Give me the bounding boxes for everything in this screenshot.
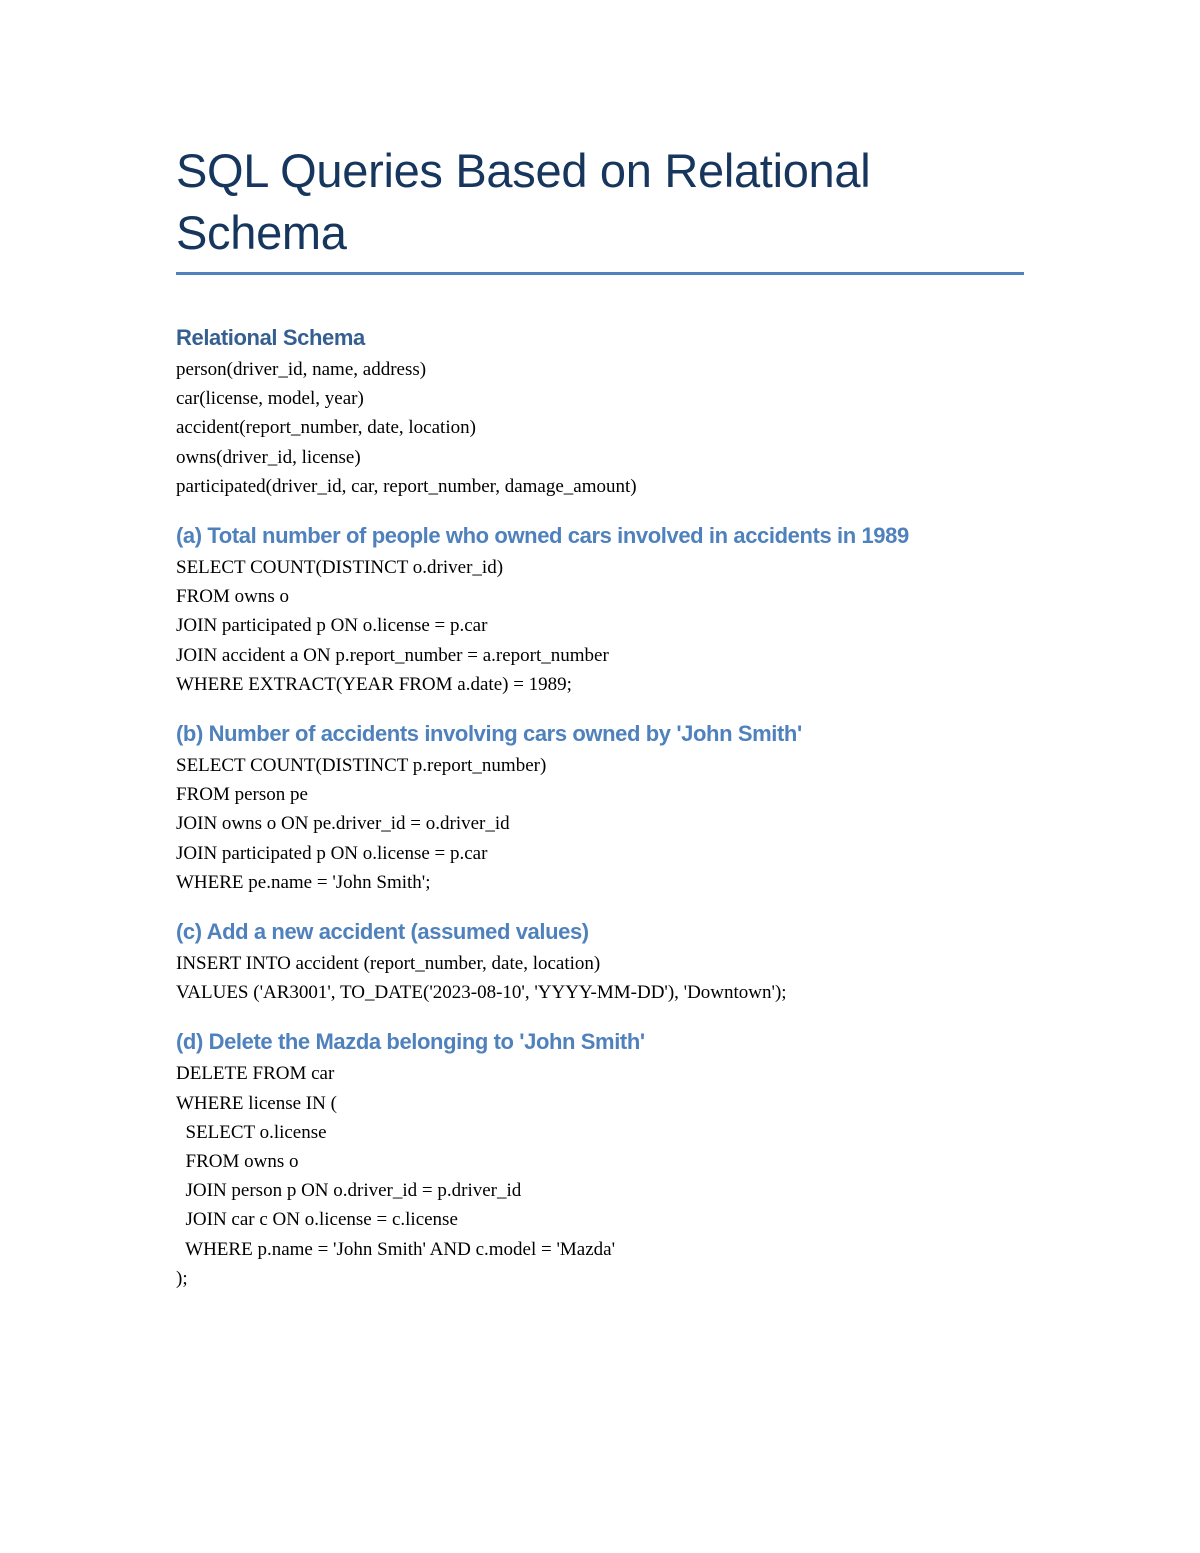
sql-line: SELECT COUNT(DISTINCT p.report_number): [176, 755, 547, 777]
sql-line: FROM owns o: [176, 1151, 299, 1173]
section-query-d: [176, 1027, 1024, 1293]
section-query-b: [176, 719, 1024, 897]
sql-line: JOIN accident a ON p.report_number = a.report_number: [176, 644, 609, 666]
sql-line: JOIN owns o ON pe.driver_id = o.driver_id: [176, 813, 510, 835]
sql-code-block: [176, 949, 1024, 1007]
section-heading: Relational Schema: [176, 325, 365, 350]
sql-line: JOIN participated p ON o.license = p.car: [176, 615, 488, 637]
document-title: SQL Queries Based on Relational Schema: [176, 140, 1024, 275]
section-heading: (b) Number of accidents involving cars owned by 'John Smith': [176, 721, 802, 747]
sql-line: SELECT o.license: [176, 1121, 327, 1143]
sql-line: WHERE EXTRACT(YEAR FROM a.date) = 1989;: [176, 673, 572, 695]
schema-line: participated(driver_id, car, report_number, damage_amount): [176, 475, 637, 497]
sql-line: FROM owns o: [176, 586, 289, 608]
sql-line: INSERT INTO accident (report_number, date, location): [176, 953, 601, 975]
sql-line: WHERE pe.name = 'John Smith';: [176, 871, 431, 893]
section-relational-schema: [176, 323, 1024, 501]
schema-line: person(driver_id, name, address): [176, 359, 427, 380]
sql-code-block: [176, 553, 1024, 699]
sql-line: );: [176, 1267, 188, 1289]
section-query-c: [176, 917, 1024, 1007]
sql-line: JOIN participated p ON o.license = p.car: [176, 842, 488, 864]
sql-line: VALUES ('AR3001', TO_DATE('2023-08-10', 'YYYY-MM-DD'), 'Downtown');: [176, 982, 787, 1004]
section-heading: (a) Total number of people who owned cars involved in accidents in 1989: [176, 523, 909, 549]
schema-line: accident(report_number, date, location): [176, 417, 476, 439]
document-page: [176, 140, 1024, 1293]
schema-line: car(license, model, year): [176, 388, 364, 410]
sql-line: WHERE p.name = 'John Smith' AND c.model = 'Mazda': [176, 1238, 615, 1260]
sql-line: DELETE FROM car: [176, 1063, 335, 1085]
sql-code-block: [176, 1059, 1024, 1293]
sql-line: JOIN car c ON o.license = c.license: [176, 1209, 458, 1231]
schema-line: owns(driver_id, license): [176, 446, 361, 468]
sql-line: WHERE license IN (: [176, 1092, 337, 1114]
section-heading: (c) Add a new accident (assumed values): [176, 919, 589, 945]
schema-lines: [176, 355, 1024, 501]
section-heading: (d) Delete the Mazda belonging to 'John Smith': [176, 1029, 645, 1055]
section-query-a: [176, 521, 1024, 699]
sql-line: FROM person pe: [176, 784, 308, 806]
sql-line: JOIN person p ON o.driver_id = p.driver_id: [176, 1180, 522, 1202]
sql-code-block: [176, 751, 1024, 897]
sql-line: SELECT COUNT(DISTINCT o.driver_id): [176, 557, 504, 579]
